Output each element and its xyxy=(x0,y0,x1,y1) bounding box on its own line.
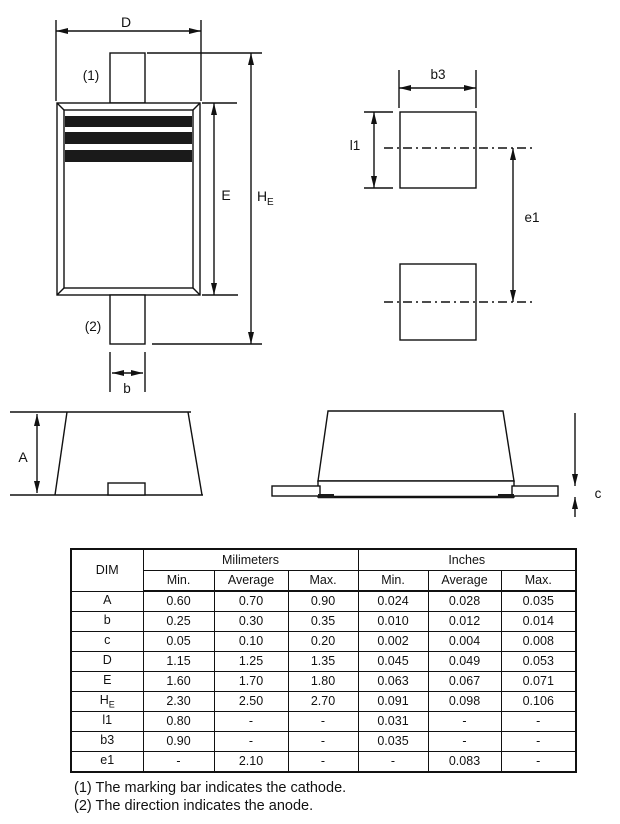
table-subheader: Max. xyxy=(501,571,576,592)
table-row: D 1.15 1.25 1.35 0.045 0.049 0.053 xyxy=(71,652,576,672)
dim-label-e: E xyxy=(221,187,231,203)
side-left-lead xyxy=(108,483,145,495)
top-lead xyxy=(110,53,145,103)
table-header-millimeters: Milimeters xyxy=(143,549,358,571)
table-subheader: Min. xyxy=(143,571,214,592)
footnotes xyxy=(74,779,346,815)
table-row: e1 - 2.10 - - 0.083 - xyxy=(71,752,576,773)
dimension-table xyxy=(70,548,577,773)
lead-left xyxy=(272,486,320,496)
dim-label-c: c xyxy=(594,486,602,501)
table-row: l1 0.80 - - 0.031 - - xyxy=(71,712,576,732)
table-row: A 0.60 0.70 0.90 0.024 0.028 0.035 xyxy=(71,591,576,612)
marking-bar-3 xyxy=(65,150,192,162)
dim-label-he: H xyxy=(257,188,268,204)
table-row: b 0.25 0.30 0.35 0.010 0.012 0.014 xyxy=(71,612,576,632)
ref-label-1: (1) xyxy=(82,68,100,83)
note-anode: (2) The direction indicates the anode. xyxy=(74,798,314,814)
marking-bar-1 xyxy=(65,116,192,127)
dim-label-l1: l1 xyxy=(349,138,361,153)
table-subheader: Max. xyxy=(288,571,358,592)
table-header-inches: Inches xyxy=(358,549,576,571)
dim-label-he-sub: E xyxy=(267,197,274,208)
table-row: E 1.60 1.70 1.80 0.063 0.067 0.071 xyxy=(71,672,576,692)
package-body xyxy=(57,103,200,295)
dim-label-d: D xyxy=(120,14,132,30)
table-row: c 0.05 0.10 0.20 0.002 0.004 0.008 xyxy=(71,632,576,652)
side-left-body-right-edge xyxy=(188,412,202,495)
pad-layout-view xyxy=(364,70,533,340)
table-subheader: Min. xyxy=(358,571,428,592)
bottom-lead xyxy=(110,295,145,344)
table-subheader: Average xyxy=(428,571,501,592)
pad-top xyxy=(400,112,476,188)
table-header-dim: DIM xyxy=(71,549,143,591)
ref-label-2: (2) xyxy=(84,319,102,334)
standoff-right xyxy=(498,494,514,498)
dim-label-e1: e1 xyxy=(524,210,540,225)
dim-label-b: b xyxy=(123,381,131,396)
table-row: b3 0.90 - - 0.035 - - xyxy=(71,732,576,752)
marking-bar-2 xyxy=(65,132,192,144)
side-right-body-base xyxy=(318,481,514,497)
dim-label-a: A xyxy=(18,449,28,465)
side-view-right xyxy=(272,411,575,517)
table-row: $H_E$ 2.30 2.50 2.70 0.091 0.098 0.106 xyxy=(71,692,576,712)
note-cathode: (1) The marking bar indicates the cathode. xyxy=(74,780,347,796)
side-right-body xyxy=(318,411,514,481)
side-left-body-left-edge xyxy=(55,412,67,495)
standoff-left xyxy=(318,494,334,498)
side-view-left xyxy=(10,412,203,495)
lead-right xyxy=(512,486,558,496)
table-subheader: Average xyxy=(214,571,288,592)
dim-label-b3: b3 xyxy=(430,67,446,82)
